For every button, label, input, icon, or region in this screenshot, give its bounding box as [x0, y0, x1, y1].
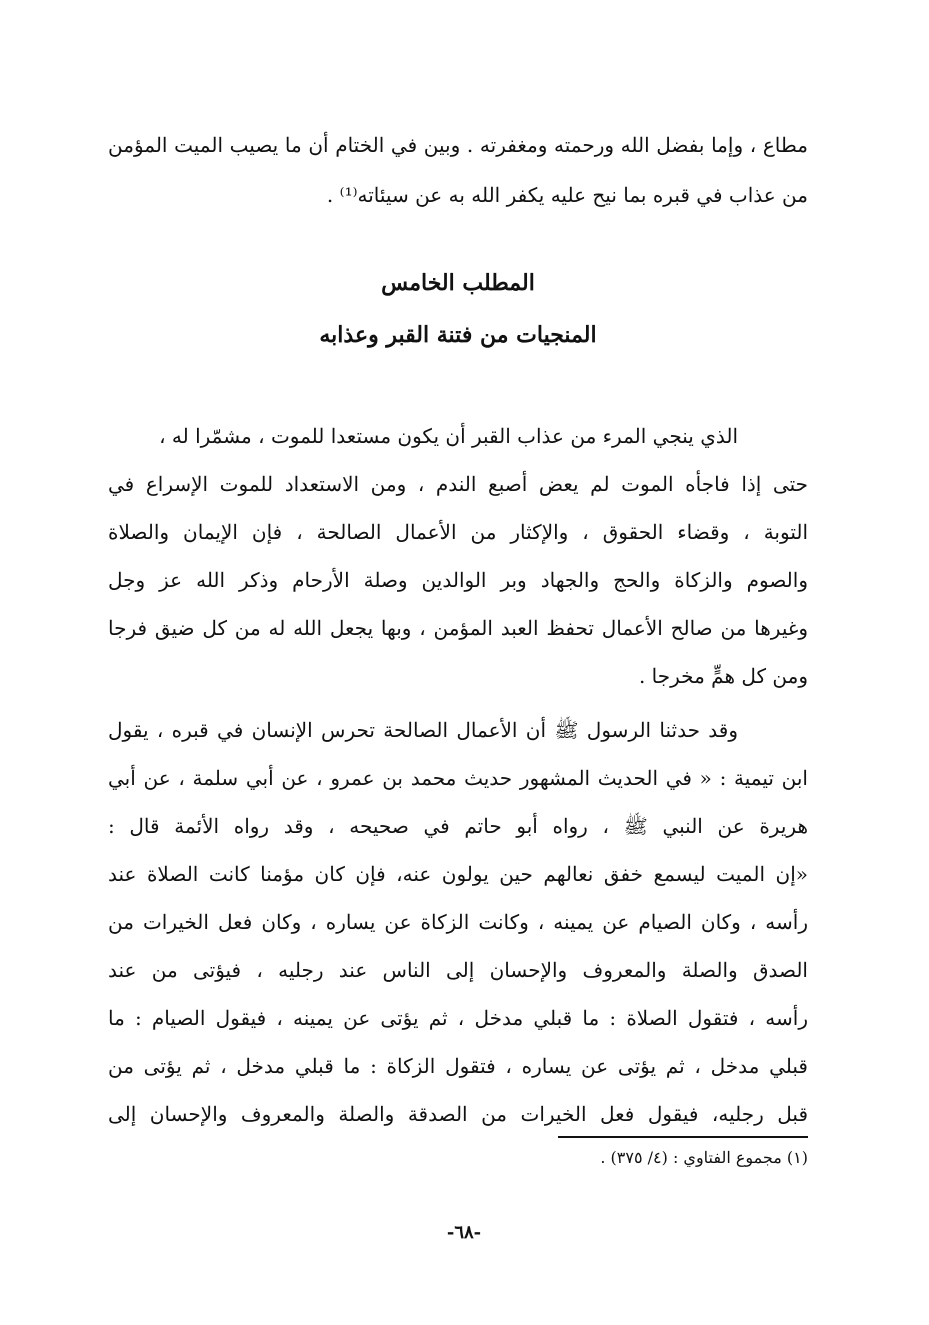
text-line: مطاع ، وإما بفضل الله ورحمته ومغفرته . وبين في الختام أن ما يصيب الميت المؤمن [108, 133, 808, 157]
text-line: التوبة ، وقضاء الحقوق ، والإكثار من الأعمال الصالحة ، فإن الإيمان والصلاة [108, 520, 808, 544]
section-title: المطلب الخامس [381, 270, 535, 296]
page-number: -٦٨- [446, 1222, 482, 1243]
text-line: «إن الميت ليسمع خفق نعالهم حين يولون عنه، فإن كان مؤمنا كانت الصلاة عند [108, 862, 808, 886]
text-line: رأسه ، فتقول الصلاة : ما قبلي مدخل ، ثم يؤتى عن يمينه ، فيقول الصيام : ما [108, 1006, 808, 1030]
section-subtitle: المنجيات من فتنة القبر وعذابه [319, 322, 597, 348]
text-line: رأسه ، وكان الصيام عن يمينه ، وكانت الزكاة عن يساره ، وكان فعل الخيرات من [108, 910, 808, 934]
text-line: والصوم والزكاة والحج والجهاد وبر الوالدين وصلة الأرحام وذكر الله عز وجل [108, 568, 808, 592]
intro-paragraph [108, 120, 808, 220]
text-line: الصدق والصلة والمعروف والإحسان إلى الناس عند رجليه ، فيؤتى من عند [108, 958, 808, 982]
footnote: (١) مجموع الفتاوي : (٤/ ٣٧٥) . [600, 1148, 808, 1167]
text-line: وقد حدثنا الرسول ﷺ أن الأعمال الصالحة تحرس الإنسان في قبره ، يقول [108, 718, 738, 742]
body-paragraph-1 [108, 412, 808, 700]
text-line: وغيرها من صالح الأعمال تحفظ العبد المؤمن ، وبها يجعل الله له من كل ضيق فرجا [108, 616, 808, 640]
text-line: حتى إذا فاجأه الموت لم يعض أصبع الندم ، ومن الاستعداد للموت الإسراع في [108, 472, 808, 496]
text-line: قبل رجليه، فيقول فعل الخيرات من الصدقة والصلة والمعروف والإحسان إلى [108, 1102, 808, 1126]
text-line: ابن تيمية : « في الحديث المشهور حديث محمد بن عمرو ، عن أبي سلمة ، عن أبي [108, 766, 808, 790]
body-paragraph-2 [108, 706, 808, 1138]
footnote-divider [558, 1136, 808, 1138]
text-line: قبلي مدخل ، ثم يؤتى عن يساره ، فتقول الزكاة : ما قبلي مدخل ، ثم يؤتى من [108, 1054, 808, 1078]
text-line: الذي ينجي المرء من عذاب القبر أن يكون مستعدا للموت ، مشمّرا له ، [159, 424, 738, 448]
text-line: من عذاب في قبره بما نيح عليه يكفر الله به عن سيئاته⁽¹⁾ . [326, 183, 808, 207]
text-line: هريرة عن النبي ﷺ ، رواه أبو حاتم في صحيحه ، وقد رواه الأئمة قال : [108, 814, 808, 838]
text-line: ومن كل همٍّ مخرجا . [638, 664, 808, 688]
